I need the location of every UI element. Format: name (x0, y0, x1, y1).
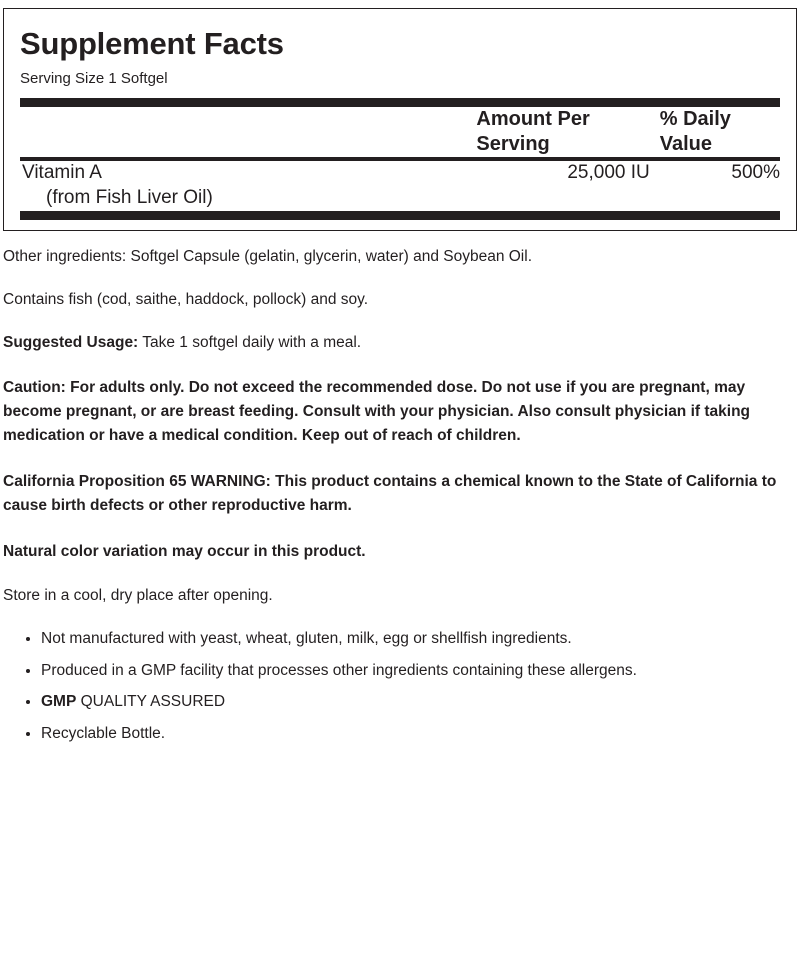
list-item-text: Produced in a GMP facility that processes other ingredients containing these allergens. (41, 661, 637, 679)
header-amount-line1: Amount Per (476, 108, 590, 131)
storage-text: Store in a cool, dry place after opening. (3, 586, 273, 604)
header-dv-line2: Value (659, 133, 713, 156)
panel-title: Supplement Facts (20, 26, 284, 61)
claims-list (3, 629, 797, 746)
nutrition-rows-table (18, 161, 782, 210)
prop65-warning-text: California Proposition 65 WARNING: This product contains a chemical known to the State of California to cause birth defects or other reproductive harm. (3, 472, 777, 514)
list-item-text: QUALITY ASSURED (76, 693, 226, 711)
list-item-text: Recyclable Bottle. (41, 725, 166, 743)
suggested-usage-text: Take 1 softgel daily with a meal. (138, 333, 362, 351)
list-item (41, 724, 797, 745)
rule-thick-top (20, 98, 780, 107)
caution-text: Caution: For adults only. Do not exceed the recommended dose. Do not use if you are pregnant, may become pregnant, or are breast feeding. Consult with your physician. Also consult physician if taking medication or have a medical condition. Keep out of reach of children. (3, 378, 751, 444)
header-blank (18, 107, 476, 157)
nutrient-name: Vitamin A (22, 162, 102, 184)
nutrient-source: (from Fish Liver Oil) (46, 187, 213, 209)
serving-size-text: Serving Size 1 Softgel (20, 70, 168, 88)
nutrient-daily-value: 500% (731, 162, 780, 184)
supplement-facts-panel (3, 8, 797, 231)
supplement-facts-page (0, 8, 800, 745)
nutrition-table (18, 107, 782, 157)
rule-thick-bottom (20, 211, 780, 220)
header-amount-per-serving (476, 107, 659, 157)
list-item-text: Not manufactured with yeast, wheat, gluten, milk, egg or shellfish ingredients. (41, 629, 572, 647)
table-header-row (18, 107, 782, 157)
other-ingredients-text: Other ingredients: Softgel Capsule (gelatin, glycerin, water) and Soybean Oil. (3, 247, 533, 265)
header-daily-value (660, 107, 782, 157)
header-amount-line2: Serving (476, 133, 550, 156)
table-row (18, 161, 782, 210)
color-variation-text: Natural color variation may occur in this product. (3, 542, 366, 560)
contains-allergens-text: Contains fish (cod, saithe, haddock, pollock) and soy. (3, 290, 369, 308)
list-item-bold-lead: GMP (41, 693, 77, 711)
suggested-usage-paragraph (3, 333, 797, 354)
header-dv-line1: % Daily (659, 108, 731, 131)
list-item (41, 692, 797, 713)
nutrient-name-cell (18, 161, 476, 210)
list-item (41, 629, 797, 650)
body-copy (0, 247, 800, 745)
suggested-usage-label: Suggested Usage: (3, 333, 139, 351)
list-item (41, 661, 797, 682)
nutrient-amount: 25,000 IU (567, 162, 650, 184)
